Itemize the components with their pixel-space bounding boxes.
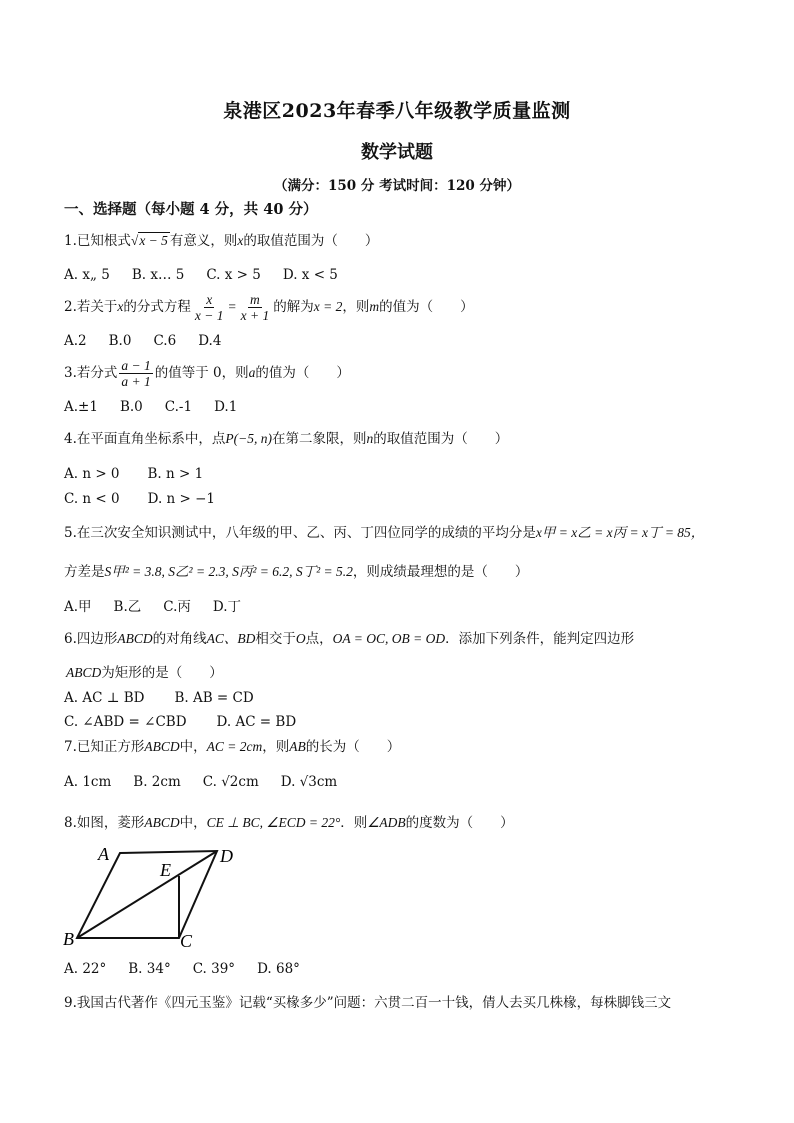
q5-line2-suffix: ，则成绩最理想的是（ ） bbox=[352, 564, 529, 580]
option-c: C.-1 bbox=[164, 399, 193, 415]
q1-suffix: 的取值范围为（ ） bbox=[243, 233, 379, 249]
q7-options bbox=[64, 773, 359, 791]
option-c: C. 39° bbox=[192, 961, 236, 977]
q1-options bbox=[64, 266, 360, 284]
option-b: B. 2cm bbox=[133, 774, 181, 790]
q1-middle: 有意义，则 bbox=[169, 233, 238, 249]
option-b: B. x… 5 bbox=[131, 267, 185, 283]
q7-suffix: 的长为（ ） bbox=[305, 739, 401, 755]
subject-title: 数学试题 bbox=[361, 142, 433, 163]
option-d: D.4 bbox=[198, 333, 222, 349]
q8-mid: 中， bbox=[179, 815, 207, 831]
q2-options bbox=[64, 332, 243, 350]
option-c: C.6 bbox=[153, 333, 177, 349]
fraction-denominator: x − 1 bbox=[194, 308, 224, 323]
option-a: A. AC ⊥ BD bbox=[64, 690, 145, 706]
exam-title: 泉港区2023年春季八年级教学质量监测 bbox=[223, 100, 571, 122]
exam-note: （满分：150 分 考试时间：120 分钟） bbox=[274, 178, 520, 194]
question-5-line1 bbox=[64, 524, 704, 542]
q1-radicand: x − 5 bbox=[139, 233, 168, 248]
fraction-numerator: x bbox=[206, 292, 213, 307]
q6-line2-suffix: 为矩形的是（ ） bbox=[101, 665, 223, 681]
q3-var: a bbox=[248, 365, 256, 380]
option-c: C. √2cm bbox=[202, 774, 259, 790]
q4-options-row1 bbox=[64, 465, 225, 483]
q6-line2-shape: ABCD bbox=[66, 665, 102, 680]
label-d: D bbox=[220, 846, 233, 866]
q7-prefix: 7.已知正方形 bbox=[64, 739, 145, 755]
fraction-numerator: a − 1 bbox=[121, 358, 151, 373]
q6-mid3: 点， bbox=[305, 631, 333, 647]
option-b: B.0 bbox=[119, 399, 143, 415]
q6-prefix: 6.四边形 bbox=[64, 631, 118, 647]
option-d: D. √3cm bbox=[280, 774, 338, 790]
option-c: C. x > 5 bbox=[206, 267, 261, 283]
q7-mid2: ，则 bbox=[262, 739, 290, 755]
question-1 bbox=[64, 232, 378, 250]
question-9: 9.我国古代著作《四元玉鉴》记载“买椽多少”问题：六贯二百一十钱，倩人去买几株椽，每株脚钱三文 bbox=[64, 995, 672, 1011]
option-d: D. 68° bbox=[257, 961, 300, 977]
q7-segment: AB bbox=[289, 739, 306, 754]
q2-solution: x = 2 bbox=[313, 299, 343, 314]
q8-prefix: 8.如图，菱形 bbox=[64, 815, 145, 831]
fraction-denominator: a + 1 bbox=[121, 374, 151, 389]
option-d: D. x < 5 bbox=[282, 267, 338, 283]
fraction-numerator: m bbox=[250, 292, 260, 307]
q6-options-row2 bbox=[64, 713, 318, 731]
q6-mid2: 相交于 bbox=[255, 631, 296, 647]
label-e: E bbox=[160, 860, 171, 880]
fraction bbox=[193, 292, 226, 323]
q8-options bbox=[64, 960, 322, 978]
option-c: C.丙 bbox=[163, 599, 191, 615]
option-a: A.2 bbox=[64, 333, 87, 349]
q8-angle: ∠ADB bbox=[367, 815, 406, 830]
option-b: B. 34° bbox=[128, 961, 171, 977]
q2-suffix: 的值为（ ） bbox=[379, 299, 474, 315]
q6-options-row1 bbox=[64, 689, 276, 707]
q6-shape: ABCD bbox=[117, 631, 153, 646]
option-d: D. AC = BD bbox=[216, 714, 297, 730]
question-6-line2 bbox=[66, 664, 223, 682]
q4-prefix: 4.在平面直角坐标系中，点 bbox=[64, 431, 226, 447]
option-a: A. 22° bbox=[64, 961, 107, 977]
option-c: C. n < 0 bbox=[64, 491, 120, 507]
question-8 bbox=[64, 814, 514, 832]
q6-condition: OA = OC, OB = OD bbox=[332, 631, 446, 646]
q1-var: x bbox=[237, 233, 244, 248]
fraction bbox=[119, 358, 152, 389]
q1-prefix: 1.已知根式 bbox=[64, 233, 131, 249]
q7-shape: ABCD bbox=[144, 739, 180, 754]
label-b: B bbox=[63, 929, 74, 949]
option-a: A.甲 bbox=[64, 599, 92, 615]
question-7 bbox=[64, 738, 400, 756]
option-d: D.1 bbox=[214, 399, 238, 415]
q5-line2-math: S甲² = 3.8, S乙² = 2.3, S丙² = 6.2, S丁² = 5.2 bbox=[104, 564, 353, 579]
q6-diag: AC、BD bbox=[206, 631, 256, 646]
q6-mid: 的对角线 bbox=[152, 631, 207, 647]
section-heading: 一、选择题（每小题 4 分，共 40 分） bbox=[64, 201, 318, 218]
q8-suffix: 的度数为（ ） bbox=[405, 815, 514, 831]
q5-line1-math: x甲 = x乙 = x丙 = x丁 = 85， bbox=[535, 525, 705, 540]
option-b: B.0 bbox=[108, 333, 132, 349]
q5-options bbox=[64, 598, 263, 616]
rhombus-figure bbox=[60, 840, 250, 955]
q8-shape: ABCD bbox=[144, 815, 180, 830]
question-4 bbox=[64, 430, 508, 448]
q2-var: x bbox=[117, 299, 124, 314]
option-d: D.丁 bbox=[212, 599, 242, 615]
q6-suffix: ．添加下列条件，能判定四边形 bbox=[445, 631, 635, 647]
q7-condition: AC = 2cm bbox=[206, 739, 263, 754]
question-2 bbox=[64, 292, 474, 323]
option-d: D. n > −1 bbox=[147, 491, 216, 507]
question-5-line2 bbox=[64, 563, 528, 581]
q4-var: n bbox=[366, 431, 374, 446]
q3-options bbox=[64, 398, 259, 416]
option-a: A. 1cm bbox=[64, 774, 112, 790]
fraction-denominator: x + 1 bbox=[240, 308, 270, 323]
option-c: C. ∠ABD = ∠CBD bbox=[64, 714, 187, 730]
q6-point: O bbox=[295, 631, 306, 646]
q4-mid: 在第二象限，则 bbox=[272, 431, 367, 447]
q4-suffix: 的取值范围为（ ） bbox=[373, 431, 509, 447]
q2-var2: m bbox=[369, 299, 380, 314]
q4-options-row2 bbox=[64, 490, 237, 508]
fraction bbox=[239, 292, 272, 323]
sqrt-expression: √x − 5 bbox=[130, 233, 168, 248]
option-b: B. n > 1 bbox=[147, 466, 204, 482]
q3-prefix: 3.若分式 bbox=[64, 365, 118, 381]
q7-mid: 中， bbox=[179, 739, 207, 755]
question-3 bbox=[64, 358, 350, 389]
q2-mid3: ，则 bbox=[342, 299, 370, 315]
q2-mid1: 的分式方程 bbox=[123, 299, 191, 315]
option-a: A. n > 0 bbox=[64, 466, 120, 482]
equals-sign: = bbox=[227, 299, 237, 314]
question-6-line1 bbox=[64, 630, 634, 648]
q2-mid2: 的解为 bbox=[273, 299, 314, 315]
label-c: C bbox=[180, 931, 193, 951]
q5-line1-prefix: 5.在三次安全知识测试中，八年级的甲、乙、丙、丁四位同学的成绩的平均分是 bbox=[64, 525, 536, 541]
q8-mid2: ．则 bbox=[340, 815, 368, 831]
q3-mid: 的值等于 0，则 bbox=[154, 365, 249, 381]
q8-condition: CE ⊥ BC, ∠ECD = 22° bbox=[206, 815, 341, 830]
label-a: A bbox=[98, 844, 109, 864]
q5-line2-prefix: 方差是 bbox=[64, 564, 105, 580]
option-a: A.±1 bbox=[64, 399, 98, 415]
option-b: B.乙 bbox=[113, 599, 142, 615]
option-a: A. x„ 5 bbox=[64, 267, 110, 283]
q2-prefix: 2.若关于 bbox=[64, 299, 118, 315]
q4-point: P(−5, n) bbox=[225, 431, 272, 446]
option-b: B. AB = CD bbox=[174, 690, 254, 706]
q3-suffix: 的值为（ ） bbox=[255, 365, 350, 381]
